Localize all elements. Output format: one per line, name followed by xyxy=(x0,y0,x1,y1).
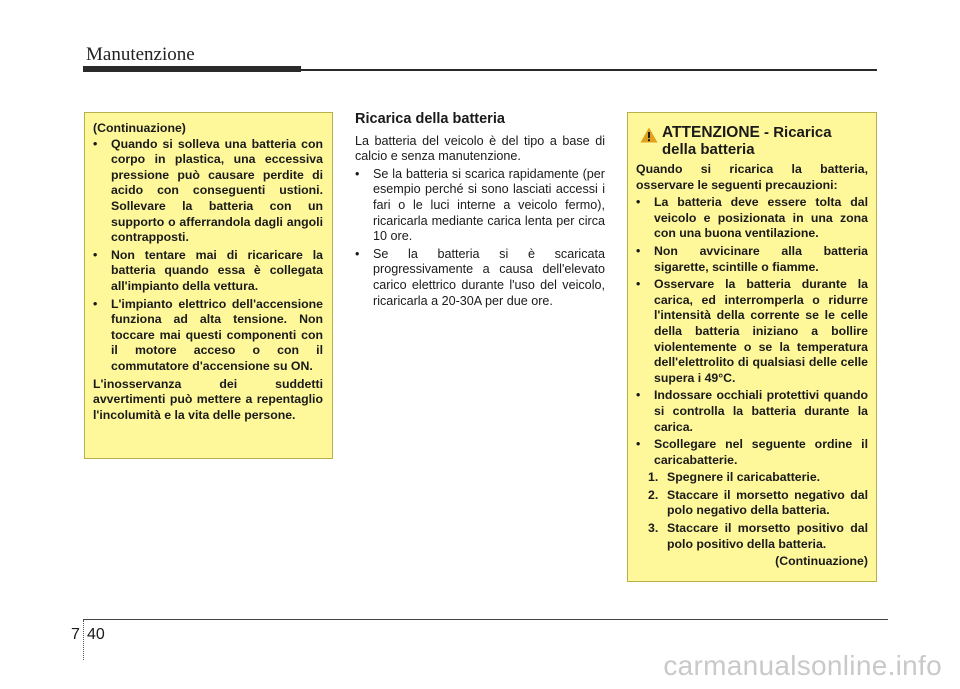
warning-box xyxy=(627,112,877,582)
step-number: 1. xyxy=(648,470,659,485)
list-item: • La batteria deve essere tolta dal veicolo e posizionata in una zona con una buona ventilazione. xyxy=(636,195,868,241)
warning-title xyxy=(662,125,868,158)
warning-title-sub: - Ricarica della batteria xyxy=(662,124,832,158)
list-item: • Quando si solleva una batteria con corpo in plastica, una eccessiva pressione può causare perdite di acido con conseguenti ustioni. Sollevare la batteria con un supporto o afferrandola dagli angoli contrapposti. xyxy=(93,136,323,245)
header-rule-thin xyxy=(301,69,877,71)
list-item: • Scollegare nel seguente ordine il caricabatterie. xyxy=(636,437,868,467)
list-item-text: Se la batteria si scarica rapidamente (per esempio perché si sono lasciati accessi i fari o le luci interne a veicolo fermo), ricaricarla mediante carica lenta per circa 10 ore. xyxy=(373,166,605,244)
section-intro: La batteria del veicolo è del tipo a base di calcio e senza manutenzione. xyxy=(355,133,605,164)
list-item-text: Non avvicinare alla batteria sigarette, scintille o fiamme. xyxy=(654,243,868,274)
battery-charging-section xyxy=(355,112,605,309)
list-item: • Non avvicinare alla batteria sigarette, scintille o fiamme. xyxy=(636,243,868,274)
warning-triangle-icon xyxy=(640,127,658,143)
list-item: • Se la batteria si scarica rapidamente (per esempio perché si sono lasciati accessi i fari o le luci interne a veicolo fermo), ricaricarla mediante carica lenta per circa 10 ore. xyxy=(355,166,605,244)
list-item-text: Osservare la batteria durante la carica, ed interromperla o ridurre l'intensità della corrente se le celle della batteria iniziano a bollire violentemente o se la temperatura dell'elettrolito di qualsiasi delle celle supera i 49°C. xyxy=(654,277,868,385)
list-item: • Se la batteria si è scaricata progressivamente a causa dell'elevato carico elettrico durante l'uso del veicolo, ricaricarla a 20-30A per due ore. xyxy=(355,246,605,308)
warning-header xyxy=(636,125,868,158)
step-item xyxy=(636,488,868,519)
chapter-number: 7 xyxy=(71,626,80,643)
closing-warning: L'inosservanza dei suddetti avvertimenti può mettere a repentaglio l'incolumità e la vita delle persone. xyxy=(93,376,323,422)
list-item-text: Se la batteria si è scaricata progressivamente a causa dell'elevato carico elettrico durante l'uso del veicolo, ricaricarla a 20-30A per due ore. xyxy=(373,246,605,308)
list-item-text: L'impianto elettrico dell'accensione funziona ad alta tensione. Non toccare mai questi componenti con il motore acceso o con il commutatore d'accensione su ON. xyxy=(111,296,323,373)
list-item: • Indossare occhiali protettivi quando si controlla la batteria durante la carica. xyxy=(636,388,868,434)
list-item: • L'impianto elettrico dell'accensione funziona ad alta tensione. Non toccare mai questi componenti con il motore acceso o con il commutatore d'accensione su ON. xyxy=(93,296,323,373)
step-text: Staccare il morsetto negativo dal polo negativo della batteria. xyxy=(667,487,868,518)
page-number: 40 xyxy=(87,626,105,643)
list-item-text: Indossare occhiali protettivi quando si controlla la batteria durante la carica. xyxy=(654,388,868,434)
page-header-title: Manutenzione xyxy=(86,44,195,65)
step-text: Staccare il morsetto positivo dal polo positivo della batteria. xyxy=(667,521,868,551)
header-rule-thick xyxy=(83,66,301,72)
footer-rule xyxy=(83,619,888,620)
watermark: carmanualsonline.info xyxy=(663,650,942,681)
step-number: 2. xyxy=(648,487,659,502)
list-item-text: Non tentare mai di ricaricare la batteria quando essa è collegata all'impianto della vettura. xyxy=(111,247,323,293)
section-title: Ricarica della batteria xyxy=(355,111,505,127)
step-number: 3. xyxy=(648,521,659,536)
step-item xyxy=(636,521,868,552)
list-item-text: Scollegare nel seguente ordine il caricabatterie. xyxy=(654,437,868,467)
continued-label: (Continuazione) xyxy=(93,121,186,135)
list-item-text: Quando si solleva una batteria con corpo in plastica, una eccessiva pressione può causare perdite di acido con conseguenti ustioni. Sollevare la batteria con un supporto o afferrandola dagli angoli contrapposti. xyxy=(111,136,323,245)
step-item xyxy=(636,470,868,486)
list-item-text: La batteria deve essere tolta dal veicolo e posizionata in una zona con una buona ventilazione. xyxy=(654,195,868,241)
caution-box-continued xyxy=(84,112,333,459)
warning-title-main: ATTENZIONE xyxy=(662,124,760,141)
continued-label: (Continuazione) xyxy=(775,554,868,569)
list-item: • Non tentare mai di ricaricare la batteria quando essa è collegata all'impianto della vettura. xyxy=(93,247,323,293)
warning-intro: Quando si ricarica la batteria, osservare le seguenti precauzioni: xyxy=(636,162,868,192)
footer-separator xyxy=(83,620,84,660)
step-text: Spegnere il caricabatterie. xyxy=(667,470,821,485)
list-item: • Osservare la batteria durante la carica, ed interromperla o ridurre l'intensità della corrente se le celle della batteria iniziano a bollire violentemente o se la temperatura dell'elettrolito di qualsiasi delle celle supera i 49°C. xyxy=(636,277,868,385)
